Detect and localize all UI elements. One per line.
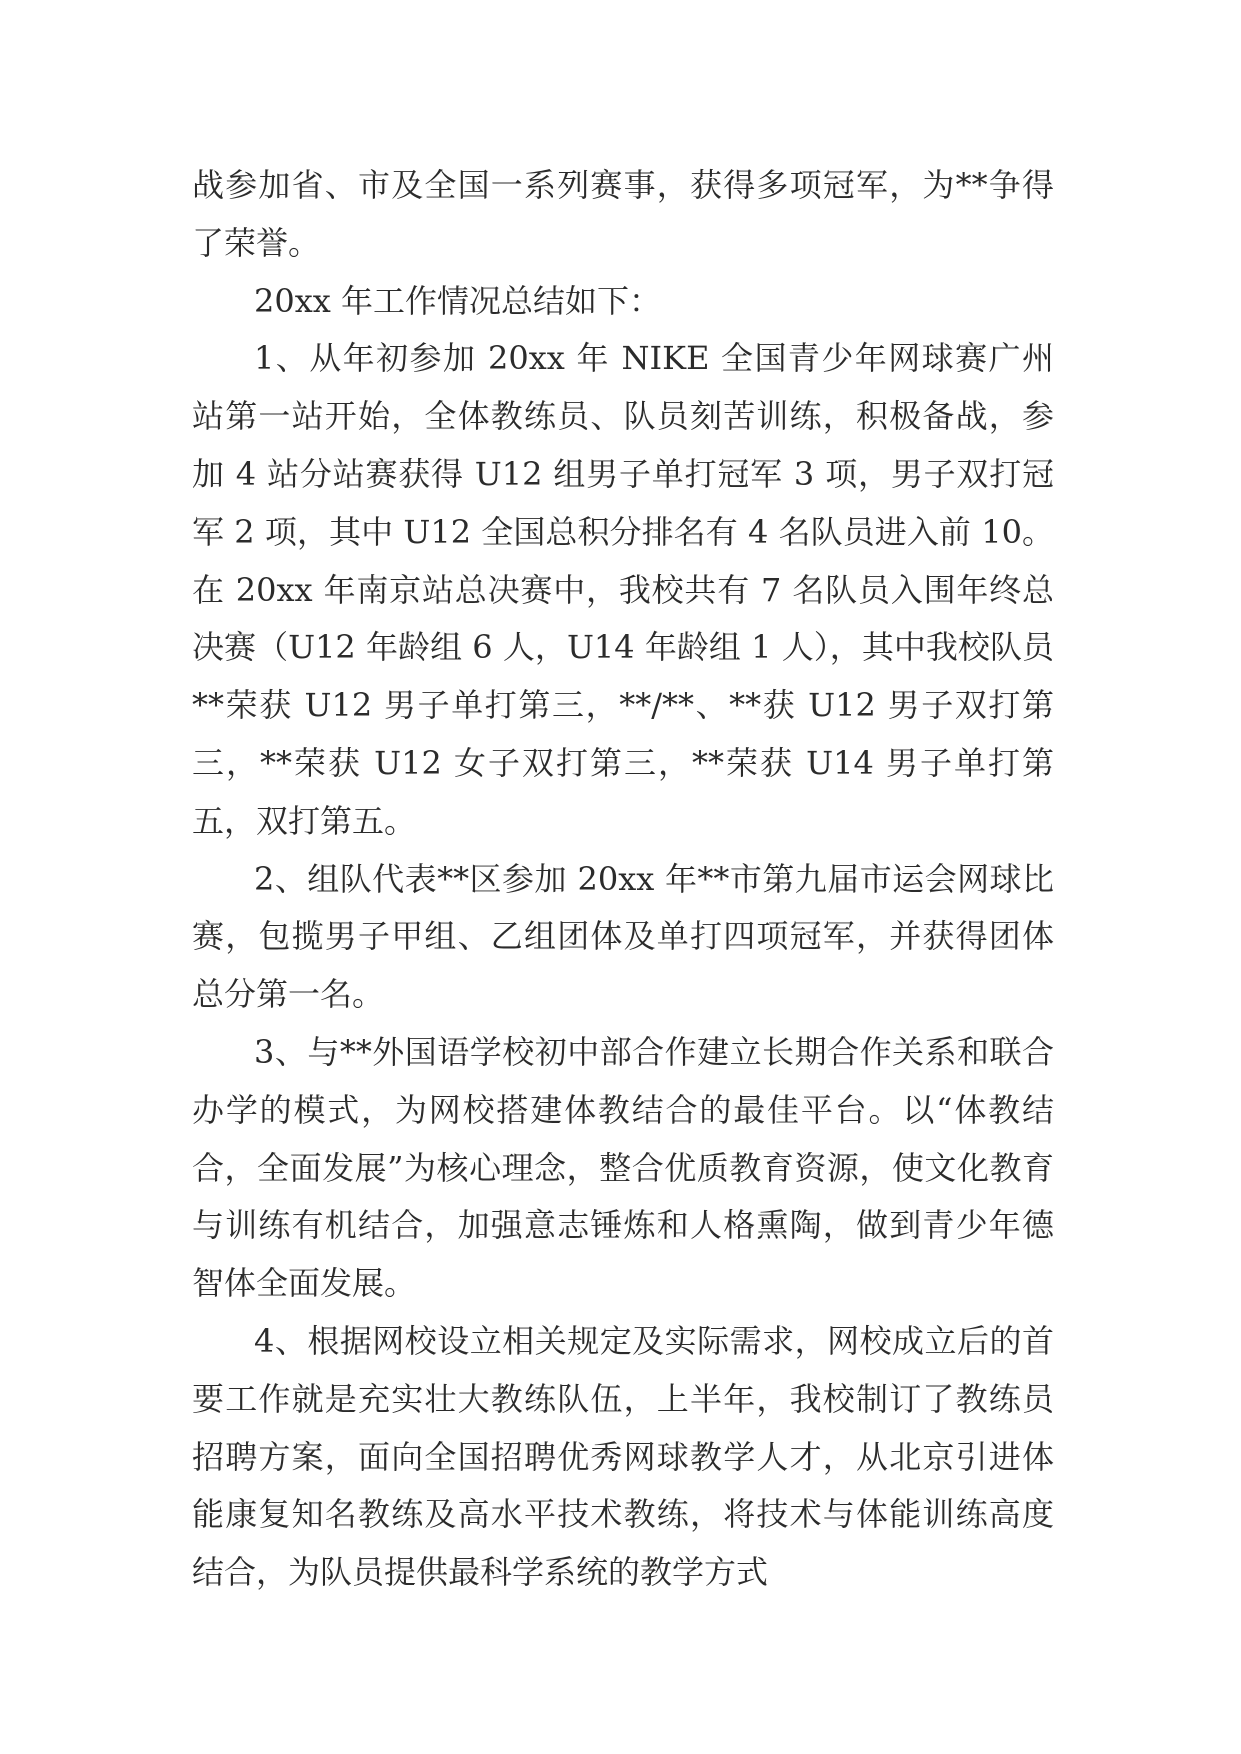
paragraph-continuation: 战参加省、市及全国一系列赛事，获得多项冠军，为**争得了荣誉。 bbox=[192, 166, 1054, 262]
paragraph-summary-heading: 20xx 年工作情况总结如下： bbox=[254, 281, 661, 320]
paragraph-item-4: 4、根据网校设立相关规定及实际需求，网校成立后的首要工作就是充实壮大教练队伍，上半年，我校制订了教练员招聘方案，面向全国招聘优秀网球教学人才，从北京引进体能康复知名教练及高水平技术教练，将技术与体能训练高度结合，为队员提供最科学系统的教学方式 bbox=[192, 1321, 1054, 1592]
paragraph-item-1: 1、从年初参加 20xx 年 NIKE 全国青少年网球赛广州站第一站开始，全体教练员、队员刻苦训练，积极备战，参加 4 站分站赛获得 U12 组男子单打冠军 3 项，男子双打冠军 2 项，其中 U12 全国总积分排名有 4 名队员进入前 10。在 20xx 年南京站总决赛中，我校共有 7 名队员入围年终总决赛（U12 年龄组 6 人，U14 年龄组 1 人），其中我校队员**荣获 U12 男子单打第三，**/**、**获 U12 男子双打第三，**荣获 U12 女子双打第三，**荣获 U14 男子单打第五，双打第五。 bbox=[192, 339, 1054, 840]
paragraph-item-3: 3、与**外国语学校初中部合作建立长期合作关系和联合办学的模式，为网校搭建体教结合的最佳平台。以“体教结合，全面发展”为核心理念，整合优质教育资源，使文化教育与训练有机结合，加强意志锤炼和人格熏陶，做到青少年德智体全面发展。 bbox=[192, 1032, 1054, 1303]
paragraph-item-2: 2、组队代表**区参加 20xx 年**市第九届市运会网球比赛，包揽男子甲组、乙组团体及单打四项冠军，并获得团体总分第一名。 bbox=[192, 859, 1054, 1014]
document-body bbox=[192, 157, 1054, 1602]
